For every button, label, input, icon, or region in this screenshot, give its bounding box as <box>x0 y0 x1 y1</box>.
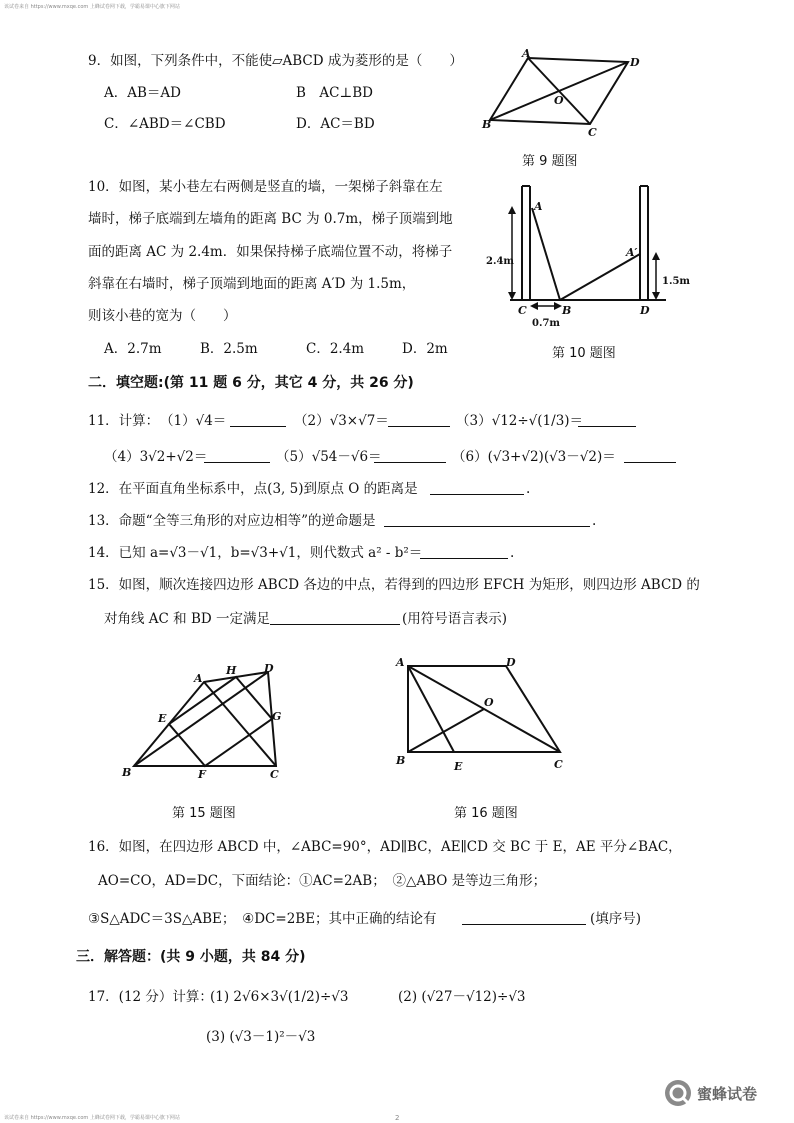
q11-part-6-blank[interactable] <box>624 448 676 463</box>
q16-line-1: 16．如图，在四边形 ABCD 中，∠ABC=90°，AD∥BC，AE∥CD 交 BC 于 E，AE 平分∠BAC， <box>88 839 682 855</box>
q9-option-b: B AC⊥BD <box>296 85 373 101</box>
site-logo-text: 蜜蜂试卷 <box>697 1085 758 1103</box>
q12-stem: 12．在平面直角坐标系中，点(3, 5)到原点 O 的距离是 <box>88 481 418 497</box>
q16-label-a: A <box>396 656 405 669</box>
header-source-note: 该试卷来自 https://www.mxqe.com 上蜂试卷网下载，学霸易课中心旗下网站 <box>4 4 180 10</box>
q14-answer-blank[interactable] <box>420 544 508 559</box>
q11-part-3-blank[interactable] <box>578 412 636 427</box>
q15-label-f: F <box>198 768 206 780</box>
q10-option-b: B．2.5m <box>200 341 258 357</box>
q10-label-b: B <box>562 304 572 317</box>
section-2-heading: 二．填空题:(第 11 题 6 分，其它 4 分，共 26 分) <box>88 375 414 391</box>
q10-line-3: 面的距离 AC 为 2.4m．如果保持梯子底端位置不动，将梯子 <box>88 244 453 260</box>
q16-answer-blank[interactable] <box>462 910 586 925</box>
q15-label-d: D <box>264 662 274 675</box>
q16-line-3: ③S△ADC＝3S△ABE； ④DC=2BE；其中正确的结论有 <box>88 911 437 927</box>
q16-label-d: D <box>506 656 516 669</box>
q11-part-1-blank[interactable] <box>230 412 286 427</box>
q9-label-d: D <box>630 56 640 69</box>
q9-figure-rhombus <box>478 48 648 140</box>
bee-logo-icon <box>663 1078 693 1108</box>
q10-option-d: D．2m <box>402 341 448 357</box>
q16-label-c: C <box>554 758 563 771</box>
q11-part-5: （5）√54－√6＝ <box>276 449 382 465</box>
q10-option-a: A．2.7m <box>104 341 162 357</box>
q15-label-h: H <box>226 664 237 677</box>
q15-label-a: A <box>194 672 203 685</box>
q11-part-1: （1）√4＝ <box>160 413 227 429</box>
q10-figure-ladder <box>484 180 694 330</box>
q15-answer-blank[interactable] <box>270 610 400 625</box>
q9-option-c: C．∠ABD＝∠CBD <box>104 116 226 132</box>
footer-source-note: 该试卷来自 https://www.mxqe.com 上蜂试卷网下载，学霸易课中心旗下网站 <box>4 1115 180 1121</box>
q15-caption: 第 15 题图 <box>172 806 236 821</box>
q9-stem: 9．如图，下列条件中，不能使▱ABCD 成为菱形的是（ ） <box>88 53 463 69</box>
q11-part-3: （3）√12÷√(1/3)＝ <box>456 413 584 429</box>
q9-label-c: C <box>588 126 597 139</box>
q10-line-5: 则该小巷的宽为（ ） <box>88 308 237 324</box>
q15-label-e: E <box>158 712 167 725</box>
q15-line-1: 15．如图，顺次连接四边形 ABCD 各边的中点，若得到的四边形 EFCH 为矩形，则四边形 ABCD 的 <box>88 577 700 593</box>
q10-label-a: A <box>534 200 543 213</box>
q15-label-g: G <box>272 710 282 723</box>
page-number: 2 <box>395 1114 400 1122</box>
q17-lead: 17．(12 分）计算： <box>88 989 213 1005</box>
q9-label-b: B <box>482 118 492 131</box>
q17-part-2: (2) (√27－√12)÷√3 <box>398 989 526 1005</box>
q15-figure-quadrilateral <box>118 660 298 780</box>
section-3-heading: 三．解答题：(共 9 小题，共 84 分) <box>76 949 306 965</box>
q15-label-b: B <box>122 766 132 779</box>
q10-label-ad-length: 1.5m <box>662 276 690 287</box>
q9-label-a: A <box>522 48 531 60</box>
q10-label-bc-length: 0.7m <box>532 318 560 329</box>
q10-option-c: C．2.4m <box>306 341 365 357</box>
q16-label-e: E <box>454 760 463 773</box>
q16-caption: 第 16 题图 <box>454 806 518 821</box>
q11-part-2-blank[interactable] <box>388 412 450 427</box>
q17-part-1: (1) 2√6×3√(1/2)÷√3 <box>210 989 349 1005</box>
q13-period: . <box>592 513 597 529</box>
q10-line-2: 墙时，梯子底端到左墙角的距离 BC 为 0.7m，梯子顶端到地 <box>88 211 453 227</box>
q16-label-b: B <box>396 754 406 767</box>
q10-line-1: 10．如图，某小巷左右两侧是竖直的墙，一架梯子斜靠在左 <box>88 179 443 195</box>
q9-option-d: D．AC＝BD <box>296 116 375 132</box>
q15-tail: (用符号语言表示) <box>402 611 508 627</box>
q17-part-3: (3) (√3－1)²－√3 <box>206 1029 316 1045</box>
q14-period: . <box>510 545 515 561</box>
q9-caption: 第 9 题图 <box>522 154 578 169</box>
q11-lead: 11．计算： <box>88 413 160 429</box>
q11-part-5-blank[interactable] <box>374 448 446 463</box>
q11-part-6: （6）(√3+√2)(√3－√2)＝ <box>452 449 616 465</box>
q16-label-o: O <box>484 696 494 709</box>
q10-label-a-prime: A′ <box>626 246 638 259</box>
q11-part-4-blank[interactable] <box>204 448 270 463</box>
q9-label-o: O <box>554 94 564 107</box>
q13-answer-blank[interactable] <box>384 512 590 527</box>
q10-label-c: C <box>518 304 527 317</box>
q14-stem: 14．已知 a=√3－√1，b=√3+√1，则代数式 a² - b²＝ <box>88 545 423 561</box>
q16-line-3-tail: (填序号) <box>590 911 642 927</box>
q15-label-c: C <box>270 768 279 780</box>
q10-label-d: D <box>640 304 650 317</box>
q9-option-a: A．AB＝AD <box>104 85 181 101</box>
q10-label-ac-length: 2.4m <box>486 256 514 267</box>
q11-part-2: （2）√3×√7＝ <box>294 413 389 429</box>
q12-period: . <box>526 481 531 497</box>
q13-stem: 13．命题“全等三角形的对应边相等”的逆命题是 <box>88 513 376 529</box>
q16-line-2: AO=CO，AD=DC，下面结论：①AC=2AB； ②△ABO 是等边三角形； <box>98 873 547 889</box>
q16-figure-trapezoid <box>392 652 578 778</box>
q12-answer-blank[interactable] <box>430 480 524 495</box>
q10-line-4: 斜靠在右墙时，梯子顶端到地面的距离 A′D 为 1.5m， <box>88 276 416 292</box>
q15-line-2: 对角线 AC 和 BD 一定满足 <box>104 611 270 627</box>
q10-caption: 第 10 题图 <box>552 346 616 361</box>
site-logo <box>663 1078 773 1108</box>
q11-part-4: （4）3√2+√2＝ <box>104 449 208 465</box>
